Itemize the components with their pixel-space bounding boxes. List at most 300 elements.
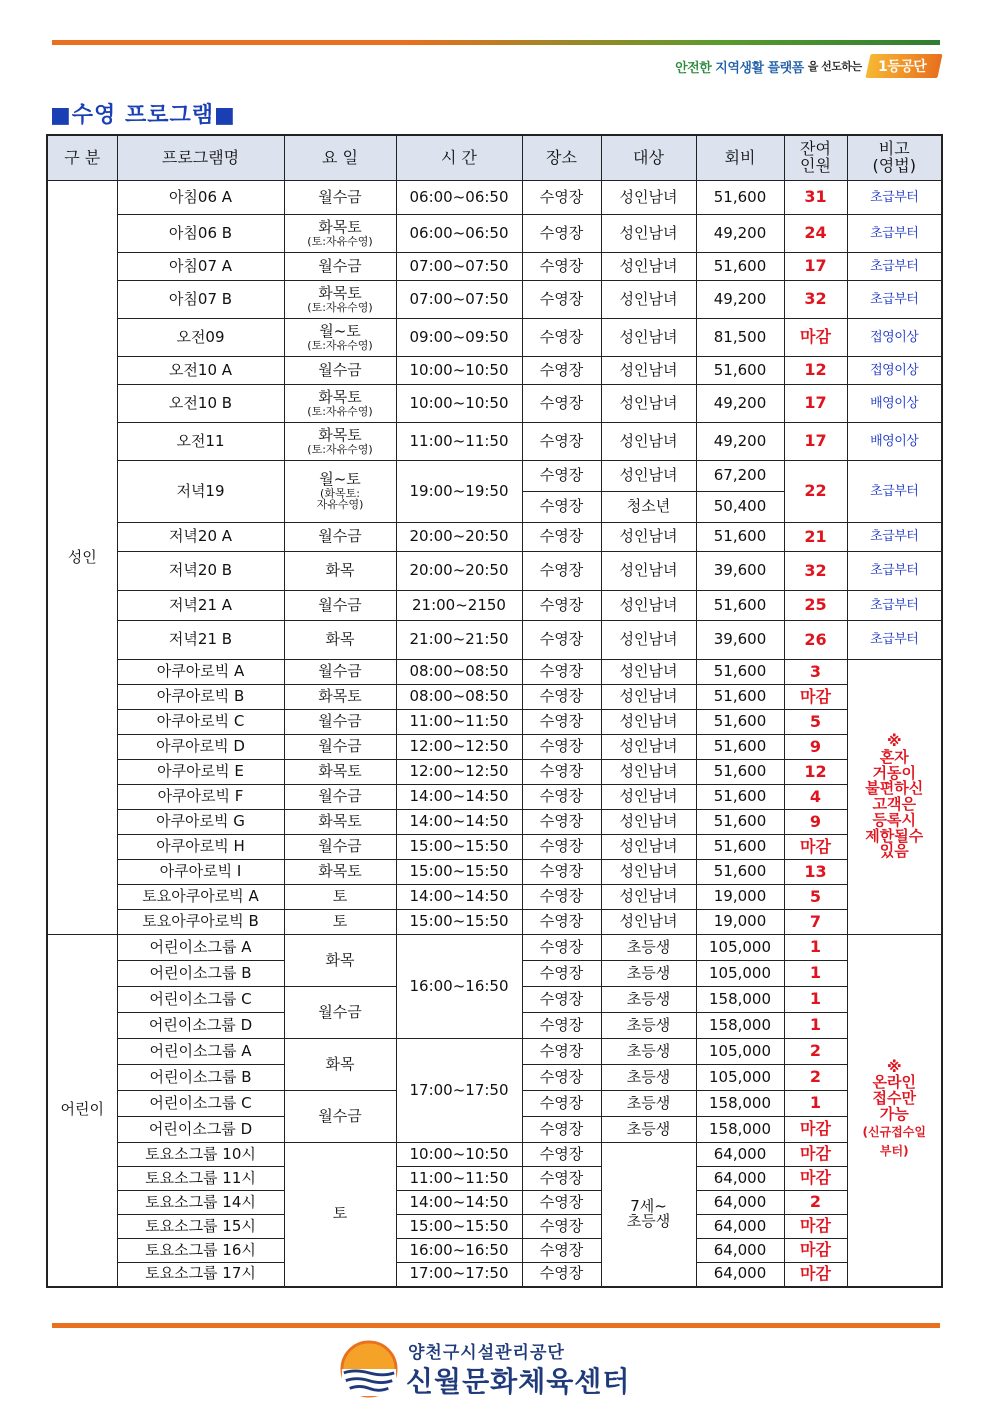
table-row: [47, 760, 942, 785]
program-target: 성인남녀: [601, 785, 696, 810]
program-fee: 51,600: [696, 357, 784, 385]
program-name: 어린이소그룹 D: [117, 1013, 284, 1039]
table-row: [47, 253, 942, 281]
table-row: [47, 1039, 942, 1065]
table-row: [47, 591, 942, 621]
program-day: 화목토: [284, 760, 396, 785]
program-target: 초등생: [601, 1039, 696, 1065]
program-fee: 51,600: [696, 523, 784, 552]
remaining-count: 마감: [784, 319, 847, 357]
program-fee: 64,000: [696, 1167, 784, 1191]
program-fee: 51,600: [696, 860, 784, 885]
program-place: 수영장: [522, 710, 601, 735]
program-day: 화목토: [284, 685, 396, 710]
program-place: 수영장: [522, 910, 601, 935]
program-name: 토요소그룹 15시: [117, 1215, 284, 1239]
program-target: 초등생: [601, 1091, 696, 1117]
program-name: 토요소그룹 10시: [117, 1143, 284, 1167]
program-name: 아쿠아로빅 I: [117, 860, 284, 885]
program-time: 15:00~15:50: [396, 910, 522, 935]
program-target: 초등생: [601, 987, 696, 1013]
program-time: 17:00~17:50: [396, 1039, 522, 1143]
program-target: 초등생: [601, 961, 696, 987]
program-place: 수영장: [522, 935, 601, 961]
program-day: 월수금: [284, 523, 396, 552]
slogan-part3: 을 선도하는: [807, 60, 862, 73]
header-cell: 대상: [601, 135, 696, 181]
program-fee: 105,000: [696, 1065, 784, 1091]
program-fee: 158,000: [696, 987, 784, 1013]
program-day: 토: [284, 1143, 396, 1287]
program-fee: 51,600: [696, 785, 784, 810]
program-place: 수영장: [522, 1117, 601, 1143]
program-name: 아쿠아로빅 A: [117, 660, 284, 685]
program-fee: 67,200: [696, 461, 784, 492]
program-name: 어린이소그룹 C: [117, 987, 284, 1013]
remaining-count: 17: [784, 385, 847, 423]
program-place: 수영장: [522, 685, 601, 710]
program-name: 어린이소그룹 C: [117, 1091, 284, 1117]
table-row: [47, 660, 942, 685]
header-cell: 시 간: [396, 135, 522, 181]
program-name: 오전11: [117, 423, 284, 461]
remaining-count: 2: [784, 1065, 847, 1091]
program-place: 수영장: [522, 523, 601, 552]
program-table: [46, 134, 943, 1288]
program-name: 아침07 A: [117, 253, 284, 281]
remaining-count: 7: [784, 910, 847, 935]
group-label-adult: 성인: [47, 181, 117, 935]
program-target: 초등생: [601, 935, 696, 961]
remaining-count: 마감: [784, 1117, 847, 1143]
program-target: 성인남녀: [601, 181, 696, 215]
table-row: [47, 910, 942, 935]
program-time: 10:00~10:50: [396, 1143, 522, 1167]
program-target: 초등생: [601, 1117, 696, 1143]
remaining-count: 1: [784, 1013, 847, 1039]
program-time: 12:00~12:50: [396, 735, 522, 760]
program-place: 수영장: [522, 1263, 601, 1287]
program-place: 수영장: [522, 461, 601, 492]
program-time: 14:00~14:50: [396, 810, 522, 835]
remaining-count: 마감: [784, 1167, 847, 1191]
footer-org-name: 양천구시설관리공단: [408, 1343, 565, 1363]
program-target: 초등생: [601, 1065, 696, 1091]
program-name: 어린이소그룹 A: [117, 935, 284, 961]
table-row: [47, 1191, 942, 1215]
program-fee: 81,500: [696, 319, 784, 357]
program-day: 월수금: [284, 253, 396, 281]
program-target: 7세~ 초등생: [601, 1143, 696, 1287]
program-fee: 19,000: [696, 885, 784, 910]
program-place: 수영장: [522, 1143, 601, 1167]
program-fee: 51,600: [696, 591, 784, 621]
remaining-count: 17: [784, 423, 847, 461]
program-time: 08:00~08:50: [396, 685, 522, 710]
header-cell: 요 일: [284, 135, 396, 181]
table-row: [47, 523, 942, 552]
table-row: [47, 461, 942, 492]
program-target: 초등생: [601, 1013, 696, 1039]
program-time: 15:00~15:50: [396, 1215, 522, 1239]
program-place: 수영장: [522, 385, 601, 423]
program-target: 성인남녀: [601, 591, 696, 621]
program-time: 21:00~2150: [396, 591, 522, 621]
program-day: 월수금: [284, 181, 396, 215]
program-name: 저녁21 A: [117, 591, 284, 621]
table-row: [47, 860, 942, 885]
program-target: 성인남녀: [601, 885, 696, 910]
program-time: 14:00~14:50: [396, 1191, 522, 1215]
program-name: 오전10 A: [117, 357, 284, 385]
program-place: 수영장: [522, 860, 601, 885]
header-cell: 잔여인원: [784, 135, 847, 181]
program-fee: 158,000: [696, 1013, 784, 1039]
program-fee: 49,200: [696, 215, 784, 253]
program-day: 화목토 (토:자유수영): [284, 215, 396, 253]
table-row: [47, 735, 942, 760]
program-fee: 49,200: [696, 423, 784, 461]
program-name: 토요아쿠아로빅 A: [117, 885, 284, 910]
program-target: 성인남녀: [601, 685, 696, 710]
remaining-count: 25: [784, 591, 847, 621]
table-row: [47, 552, 942, 591]
remaining-count: 마감: [784, 685, 847, 710]
program-time: 07:00~07:50: [396, 281, 522, 319]
program-day: 화목토: [284, 810, 396, 835]
program-name: 저녁20 A: [117, 523, 284, 552]
program-fee: 158,000: [696, 1091, 784, 1117]
program-fee: 105,000: [696, 961, 784, 987]
program-place: 수영장: [522, 357, 601, 385]
program-day: 화목: [284, 552, 396, 591]
program-note: 접영이상: [847, 319, 942, 357]
sun-wave-logo-icon: [340, 1340, 398, 1398]
program-note: 접영이상: [847, 357, 942, 385]
program-day: 월수금: [284, 660, 396, 685]
program-name: 토요소그룹 14시: [117, 1191, 284, 1215]
program-note: 배영이상: [847, 423, 942, 461]
program-day: 월수금: [284, 735, 396, 760]
program-place: 수영장: [522, 281, 601, 319]
program-note: 초급부터: [847, 215, 942, 253]
program-day: 토: [284, 910, 396, 935]
program-note: 초급부터: [847, 591, 942, 621]
table-row: [47, 385, 942, 423]
program-fee: 50,400: [696, 492, 784, 523]
remaining-count: 마감: [784, 835, 847, 860]
slogan-part1: 안전한: [675, 60, 712, 76]
program-day: 월수금: [284, 710, 396, 735]
program-time: 14:00~14:50: [396, 785, 522, 810]
remaining-count: 5: [784, 710, 847, 735]
program-time: 10:00~10:50: [396, 357, 522, 385]
program-target: 성인남녀: [601, 860, 696, 885]
program-place: 수영장: [522, 621, 601, 660]
program-name: 아쿠아로빅 G: [117, 810, 284, 835]
program-day: 월~토 (토:자유수영): [284, 319, 396, 357]
program-place: 수영장: [522, 885, 601, 910]
slogan: [675, 53, 940, 79]
table-row: [47, 621, 942, 660]
aqua-notice: ※ 혼자 거동이 불편하신 고객은 등록시 제한될수 있음: [847, 660, 942, 935]
program-time: 11:00~11:50: [396, 710, 522, 735]
program-place: 수영장: [522, 785, 601, 810]
program-fee: 39,600: [696, 552, 784, 591]
program-time: 15:00~15:50: [396, 860, 522, 885]
remaining-count: 4: [784, 785, 847, 810]
program-target: 성인남녀: [601, 281, 696, 319]
program-place: 수영장: [522, 760, 601, 785]
program-name: 토요소그룹 11시: [117, 1167, 284, 1191]
program-note: 배영이상: [847, 385, 942, 423]
program-note: 초급부터: [847, 461, 942, 523]
group-label-kids: 어린이: [47, 935, 117, 1287]
remaining-count: 21: [784, 523, 847, 552]
program-note: 초급부터: [847, 621, 942, 660]
program-day: 화목: [284, 935, 396, 987]
remaining-count: 1: [784, 987, 847, 1013]
program-name: 아쿠아로빅 D: [117, 735, 284, 760]
program-note: 초급부터: [847, 523, 942, 552]
program-fee: 51,600: [696, 710, 784, 735]
program-fee: 51,600: [696, 660, 784, 685]
table-row: [47, 1263, 942, 1287]
program-fee: 64,000: [696, 1239, 784, 1263]
program-name: 오전09: [117, 319, 284, 357]
program-target: 청소년: [601, 492, 696, 523]
program-fee: 51,600: [696, 760, 784, 785]
program-target: 성인남녀: [601, 621, 696, 660]
program-target: 성인남녀: [601, 253, 696, 281]
program-place: 수영장: [522, 1215, 601, 1239]
program-note: 초급부터: [847, 552, 942, 591]
table-row: [47, 835, 942, 860]
program-place: 수영장: [522, 215, 601, 253]
program-place: 수영장: [522, 1167, 601, 1191]
program-day: 토: [284, 885, 396, 910]
remaining-count: 12: [784, 760, 847, 785]
program-place: 수영장: [522, 660, 601, 685]
program-name: 저녁19: [117, 461, 284, 523]
program-fee: 64,000: [696, 1191, 784, 1215]
program-fee: 19,000: [696, 910, 784, 935]
program-day: 월수금: [284, 785, 396, 810]
program-time: 11:00~11:50: [396, 1167, 522, 1191]
program-fee: 105,000: [696, 935, 784, 961]
program-time: 14:00~14:50: [396, 885, 522, 910]
program-place: 수영장: [522, 961, 601, 987]
program-place: 수영장: [522, 591, 601, 621]
header-cell: 구 분: [47, 135, 117, 181]
program-name: 아침06 A: [117, 181, 284, 215]
program-target: 성인남녀: [601, 215, 696, 253]
program-day: 월수금: [284, 1091, 396, 1143]
program-name: 저녁20 B: [117, 552, 284, 591]
program-time: 21:00~21:50: [396, 621, 522, 660]
program-name: 아쿠아로빅 H: [117, 835, 284, 860]
program-target: 성인남녀: [601, 760, 696, 785]
table-row: [47, 710, 942, 735]
program-target: 성인남녀: [601, 385, 696, 423]
program-fee: 51,600: [696, 685, 784, 710]
program-place: 수영장: [522, 181, 601, 215]
table-header-row: [47, 135, 942, 181]
program-fee: 51,600: [696, 835, 784, 860]
program-target: 성인남녀: [601, 357, 696, 385]
program-time: 12:00~12:50: [396, 760, 522, 785]
remaining-count: 13: [784, 860, 847, 885]
table-row: [47, 423, 942, 461]
table-row: [47, 685, 942, 710]
bottom-bar: [52, 1323, 940, 1328]
program-fee: 105,000: [696, 1039, 784, 1065]
remaining-count: 2: [784, 1191, 847, 1215]
program-place: 수영장: [522, 319, 601, 357]
program-name: 토요소그룹 16시: [117, 1239, 284, 1263]
program-note: 초급부터: [847, 253, 942, 281]
program-target: 성인남녀: [601, 735, 696, 760]
program-time: 19:00~19:50: [396, 461, 522, 523]
program-target: 성인남녀: [601, 710, 696, 735]
footer: [340, 1338, 670, 1398]
remaining-count: 32: [784, 552, 847, 591]
table-row: [47, 1167, 942, 1191]
program-time: 09:00~09:50: [396, 319, 522, 357]
remaining-count: 3: [784, 660, 847, 685]
program-day: 화목토 (토:자유수영): [284, 281, 396, 319]
program-day: 화목토: [284, 860, 396, 885]
top-gradient-bar: [52, 40, 940, 45]
program-place: 수영장: [522, 1091, 601, 1117]
program-name: 아쿠아로빅 E: [117, 760, 284, 785]
table-row: [47, 785, 942, 810]
program-place: 수영장: [522, 492, 601, 523]
program-place: 수영장: [522, 810, 601, 835]
program-place: 수영장: [522, 735, 601, 760]
remaining-count: 32: [784, 281, 847, 319]
program-fee: 64,000: [696, 1143, 784, 1167]
table-row: [47, 1239, 942, 1263]
header-cell: 회비: [696, 135, 784, 181]
program-name: 아침06 B: [117, 215, 284, 253]
program-fee: 158,000: [696, 1117, 784, 1143]
page-title: ■수영 프로그램■: [50, 103, 236, 128]
table-row: [47, 357, 942, 385]
program-place: 수영장: [522, 423, 601, 461]
program-time: 20:00~20:50: [396, 552, 522, 591]
table-row: [47, 181, 942, 215]
program-name: 아쿠아로빅 C: [117, 710, 284, 735]
program-fee: 64,000: [696, 1215, 784, 1239]
program-target: 성인남녀: [601, 523, 696, 552]
program-time: 06:00~06:50: [396, 215, 522, 253]
program-day: 화목: [284, 1039, 396, 1091]
program-time: 11:00~11:50: [396, 423, 522, 461]
header-cell: 장소: [522, 135, 601, 181]
table-row: [47, 1215, 942, 1239]
program-note: 초급부터: [847, 181, 942, 215]
program-place: 수영장: [522, 1039, 601, 1065]
table-row: [47, 1143, 942, 1167]
program-name: 토요소그룹 17시: [117, 1263, 284, 1287]
program-fee: 49,200: [696, 281, 784, 319]
program-place: 수영장: [522, 1239, 601, 1263]
table-row: [47, 215, 942, 253]
remaining-count: 24: [784, 215, 847, 253]
program-day: 화목토 (토:자유수영): [284, 385, 396, 423]
footer-center-name: 신월문화체육센터: [406, 1365, 631, 1398]
remaining-count: 마감: [784, 1239, 847, 1263]
program-fee: 39,600: [696, 621, 784, 660]
program-target: 성인남녀: [601, 810, 696, 835]
program-name: 어린이소그룹 A: [117, 1039, 284, 1065]
program-fee: 64,000: [696, 1263, 784, 1287]
program-time: 06:00~06:50: [396, 181, 522, 215]
program-name: 아침07 B: [117, 281, 284, 319]
program-name: 오전10 B: [117, 385, 284, 423]
program-place: 수영장: [522, 987, 601, 1013]
program-time: 10:00~10:50: [396, 385, 522, 423]
program-target: 성인남녀: [601, 910, 696, 935]
program-time: 20:00~20:50: [396, 523, 522, 552]
program-time: 16:00~16:50: [396, 935, 522, 1039]
table-row: [47, 935, 942, 961]
program-fee: 51,600: [696, 735, 784, 760]
program-day: 월수금: [284, 835, 396, 860]
program-place: 수영장: [522, 1065, 601, 1091]
remaining-count: 마감: [784, 1263, 847, 1287]
program-target: 성인남녀: [601, 660, 696, 685]
slogan-part2: 지역생활 플랫폼: [715, 60, 804, 76]
slogan-badge: 1등공단: [865, 54, 942, 78]
program-name: 토요아쿠아로빅 B: [117, 910, 284, 935]
remaining-count: 22: [784, 461, 847, 523]
remaining-count: 26: [784, 621, 847, 660]
table-row: [47, 281, 942, 319]
program-day: 화목: [284, 621, 396, 660]
table-row: [47, 885, 942, 910]
program-target: 성인남녀: [601, 835, 696, 860]
program-place: 수영장: [522, 1191, 601, 1215]
program-place: 수영장: [522, 835, 601, 860]
remaining-count: 31: [784, 181, 847, 215]
program-name: 아쿠아로빅 F: [117, 785, 284, 810]
program-fee: 51,600: [696, 810, 784, 835]
remaining-count: 1: [784, 961, 847, 987]
remaining-count: 17: [784, 253, 847, 281]
program-day: 월수금: [284, 987, 396, 1039]
remaining-count: 9: [784, 810, 847, 835]
remaining-count: 12: [784, 357, 847, 385]
program-day: 화목토 (토:자유수영): [284, 423, 396, 461]
remaining-count: 9: [784, 735, 847, 760]
remaining-count: 1: [784, 935, 847, 961]
program-fee: 49,200: [696, 385, 784, 423]
program-fee: 51,600: [696, 253, 784, 281]
program-target: 성인남녀: [601, 423, 696, 461]
program-time: 16:00~16:50: [396, 1239, 522, 1263]
program-name: 어린이소그룹 D: [117, 1117, 284, 1143]
remaining-count: 1: [784, 1091, 847, 1117]
program-note: 초급부터: [847, 281, 942, 319]
program-time: 07:00~07:50: [396, 253, 522, 281]
program-target: 성인남녀: [601, 461, 696, 492]
program-name: 어린이소그룹 B: [117, 1065, 284, 1091]
remaining-count: 5: [784, 885, 847, 910]
remaining-count: 2: [784, 1039, 847, 1065]
program-time: 15:00~15:50: [396, 835, 522, 860]
